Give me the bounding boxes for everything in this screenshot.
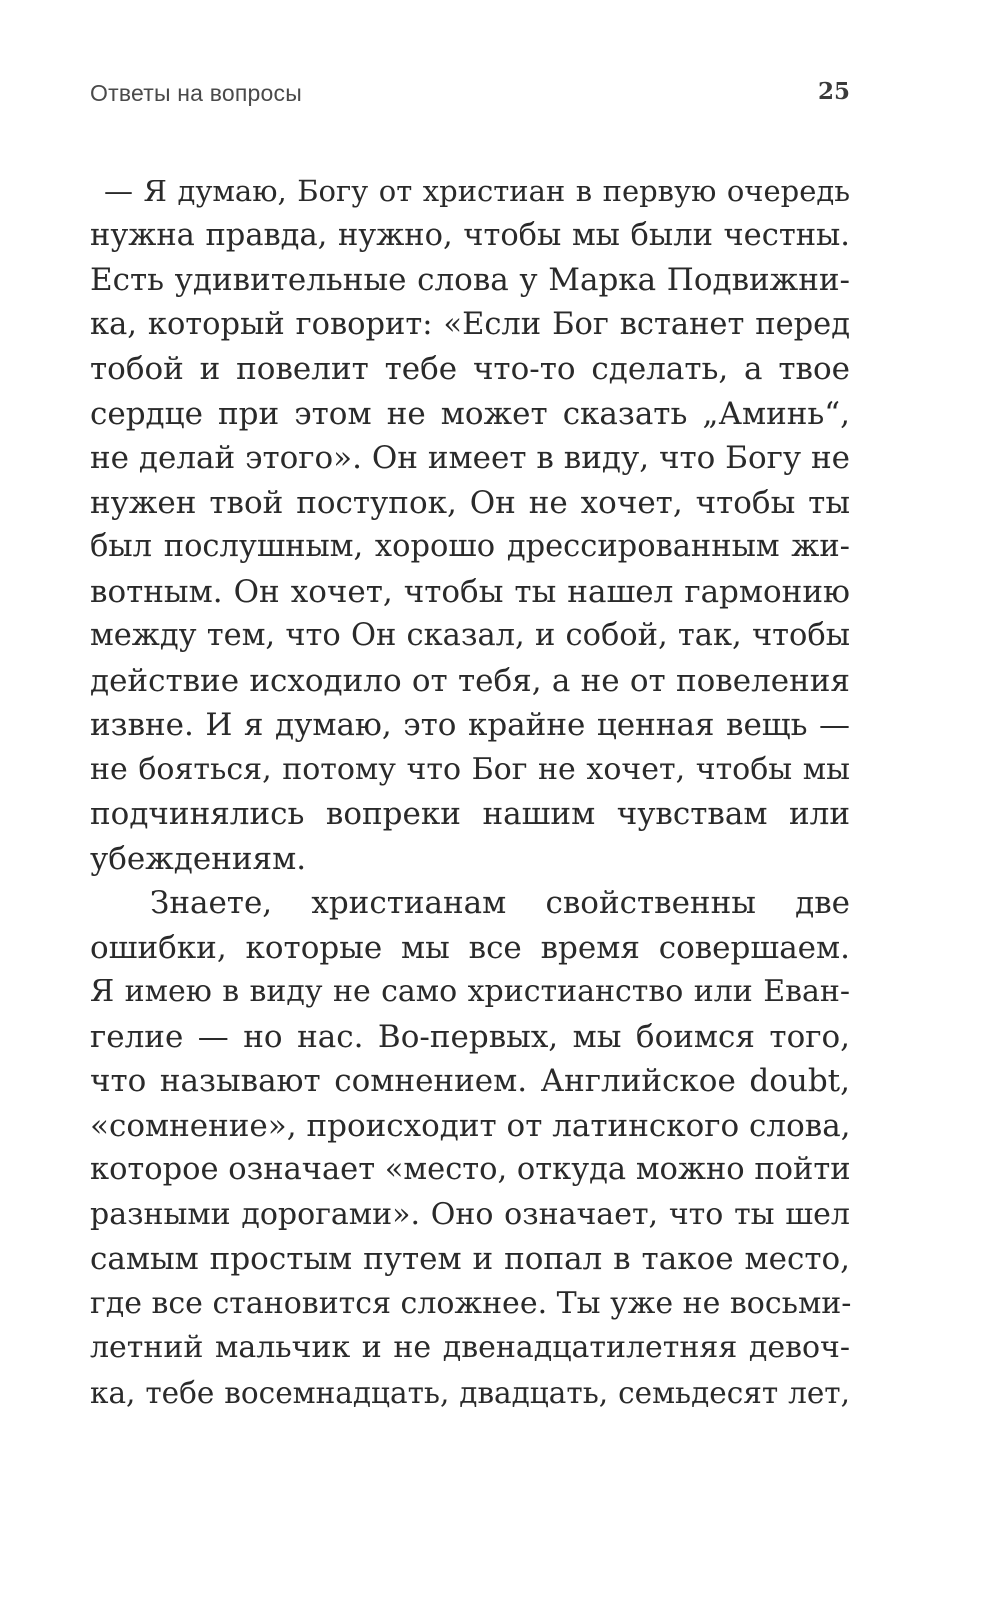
- text-line: убеждениям.: [90, 840, 307, 877]
- text-line: Знаете, христианам свойственны две: [150, 885, 850, 921]
- running-head: [90, 76, 850, 112]
- text-line: самым простым путем и попал в такое место,: [90, 1241, 850, 1277]
- text-line: нужен твой поступок, Он не хочет, чтобы ты: [90, 484, 850, 521]
- text-line: Есть удивительные слова у Марка Подвижни-: [90, 262, 850, 298]
- text-line: летний мальчик и не двенадцатилетняя девоч-: [90, 1330, 850, 1365]
- text-line: Я имею в виду не само христианство или Еван-: [90, 974, 850, 1009]
- text-line: тобой и повелит тебе что-то сделать, а твое: [90, 351, 850, 387]
- text-line: нужна правда, нужно, чтобы мы были честны.: [90, 217, 850, 253]
- text-line: сердце при этом не может сказать „Аминь“,: [90, 395, 850, 432]
- page-number: 25: [817, 78, 850, 105]
- text-line: «сомнение», происходит от латинского слова,: [90, 1107, 851, 1144]
- text-line: не бояться, потому что Бог не хочет, чтобы мы: [90, 751, 850, 787]
- text-line: между тем, что Он сказал, и собой, так, чтобы: [90, 618, 850, 653]
- text-line: где все становится сложнее. Ты уже не восьми-: [90, 1285, 852, 1321]
- text-line: извне. И я думаю, это крайне ценная вещь —: [90, 707, 850, 743]
- running-title: Ответы на вопросы: [90, 80, 302, 106]
- text-line: — Я думаю, Богу от христиан в первую очередь: [104, 174, 850, 208]
- text-line: вотным. Он хочет, чтобы ты нашел гармонию: [90, 573, 850, 610]
- text-line: ошибки, которые мы все время совершаем.: [90, 929, 850, 966]
- text-line: которое означает «место, откуда можно пойти: [90, 1152, 851, 1187]
- text-line: подчинялись вопреки нашим чувствам или: [90, 796, 850, 832]
- text-line: разными дорогами». Оно означает, что ты шел: [90, 1196, 850, 1232]
- text-line: ка, тебе восемнадцать, двадцать, семьдесят лет,: [90, 1375, 850, 1410]
- body-text: [90, 169, 850, 1415]
- text-line: не делай этого». Он имеет в виду, что Богу не: [90, 440, 850, 476]
- text-line: действие исходило от тебя, а не от повеления: [90, 662, 850, 699]
- text-line: что называют сомнением. Английское doubt,: [90, 1063, 850, 1099]
- text-line: гелие — но нас. Во-первых, мы боимся того,: [90, 1018, 850, 1055]
- text-line: ка, который говорит: «Если Бог встанет перед: [90, 306, 850, 342]
- text-line: был послушным, хорошо дрессированным жи-: [90, 529, 850, 564]
